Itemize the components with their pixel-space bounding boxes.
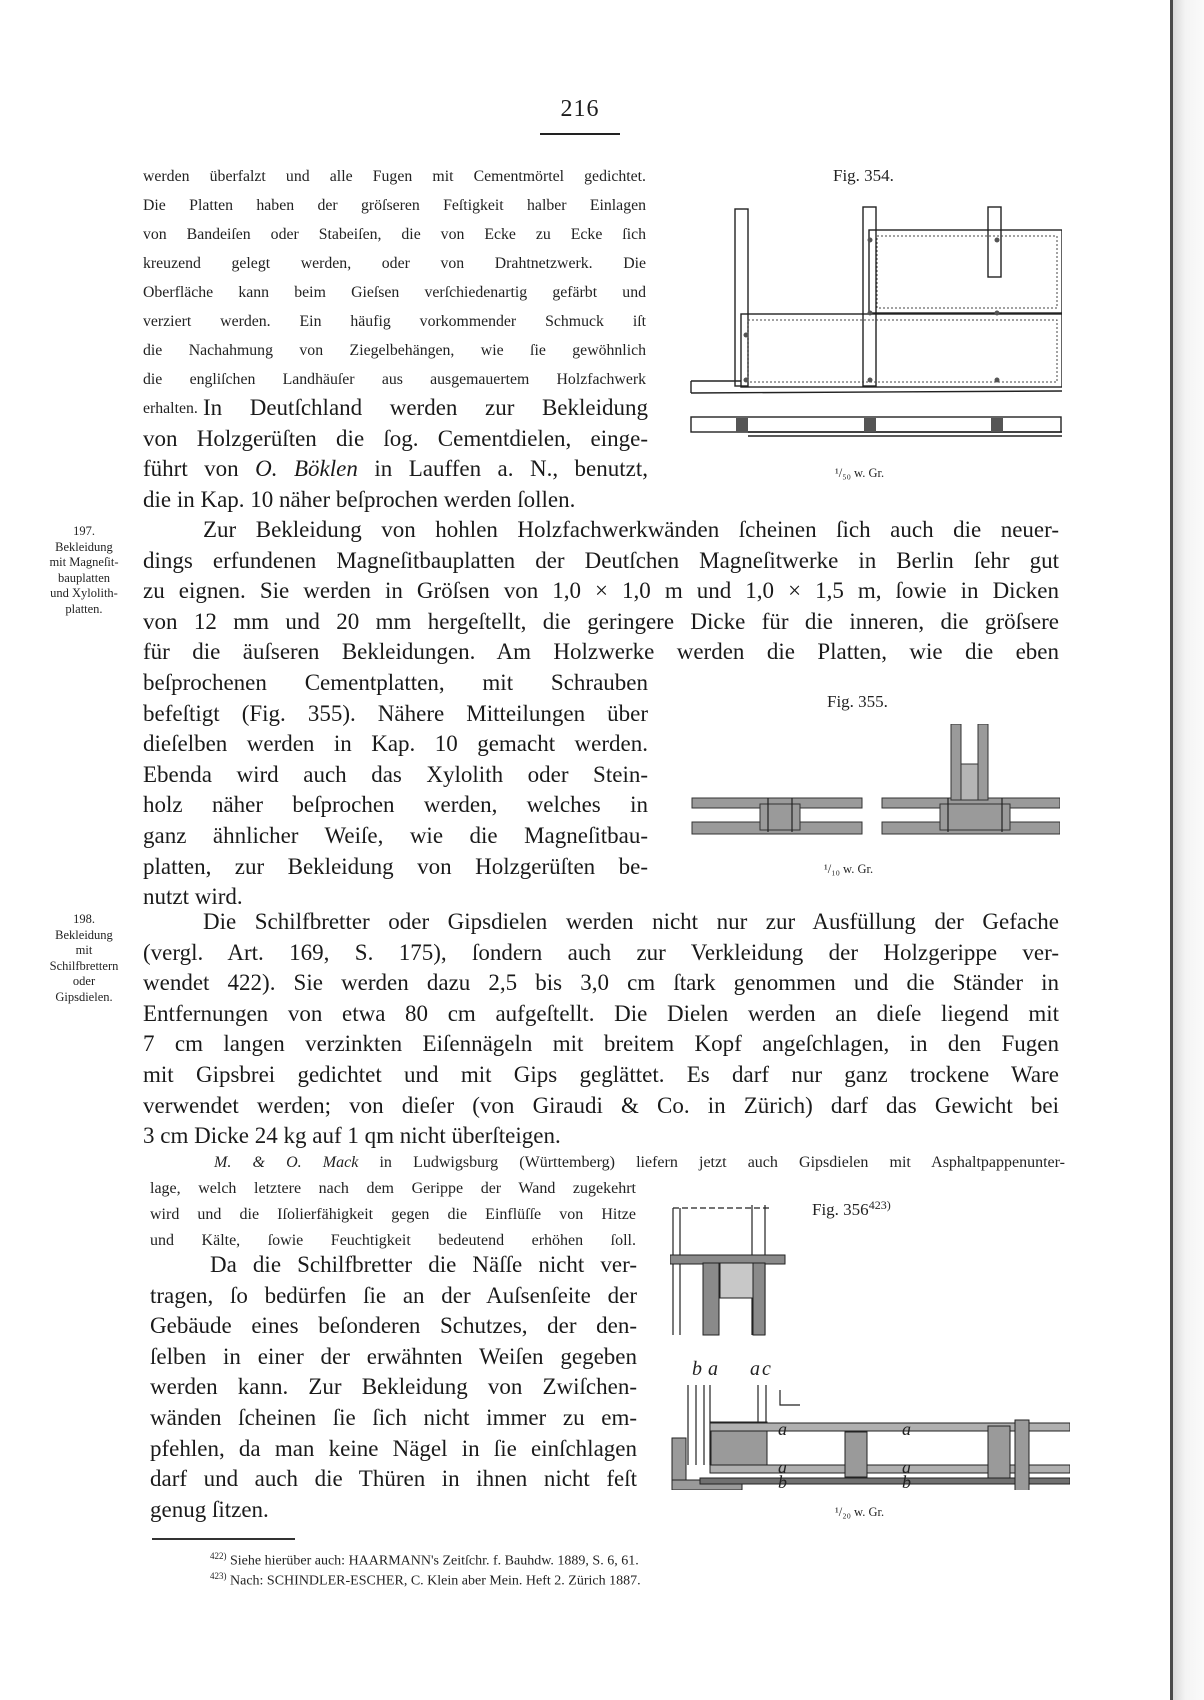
text-line: Ebenda wird auch das Xylolith oder Stein- — [143, 761, 648, 787]
text-line: wendet 422). Sie werden dazu 2,5 bis 3,0 cm ſtark genommen und die Ständer in — [143, 970, 1059, 996]
margin-title-line: oder — [72, 974, 96, 988]
text-line: ſelben in einer der erwähnten Weiſen gegeben — [150, 1343, 637, 1369]
footnote-mark: 423) — [210, 1571, 227, 1581]
margin-note-197 — [28, 524, 140, 617]
figure-355-label: Fig. 355. — [827, 692, 888, 711]
company-name: M. & O. Mack — [214, 1154, 359, 1171]
text-line: erhalten. — [143, 400, 198, 417]
top-continuation-block — [143, 162, 646, 423]
text-line: Gebäude eines beſonderen Schutzes, der den- — [150, 1313, 637, 1339]
figure-356-drawing — [670, 1200, 1070, 1490]
text-line: die Nachahmung von Ziegelbehängen, wie ſie gewöhnlich — [143, 342, 646, 359]
note-mack-block — [150, 1176, 636, 1254]
text-line: von 12 mm und 20 mm hergeſtellt, die geringere Dicke für die inneren, die gröſsere — [143, 608, 1059, 634]
text-line: Da die Schilfbretter die Näſſe nicht ver- — [210, 1252, 637, 1277]
note-mack-first-line: M. & O. Mack in Ludwigsburg (Württemberg) liefern jetzt auch Gipsdielen mit Asphaltpappenunter- — [214, 1154, 1065, 1171]
svg-text:a: a — [902, 1457, 911, 1477]
text-line: wird und die Iſolierfähigkeit gegen die Einflüſſe von Hitze — [150, 1206, 636, 1223]
margin-title-line: Schilfbrettern — [49, 958, 119, 973]
text-line: von Bandeiſen oder Stabeiſen, die von Ecke zu Ecke ſich — [143, 226, 646, 243]
margin-title-line: mit — [75, 943, 93, 957]
text-line: die in Kap. 10 näher beſprochen werden ſollen. — [143, 486, 576, 512]
figure-354-drawing — [688, 200, 1062, 446]
text-line: werden überfalzt und alle Fugen mit Cementmörtel gedichtet. — [143, 168, 646, 185]
text-line: nutzt wird. — [143, 884, 243, 910]
author-name: O. Böklen — [255, 456, 358, 482]
paragraph-cementdielen — [143, 393, 648, 515]
text-line: verziert werden. Ein häufig vorkommender Schmuck iſt — [143, 313, 646, 330]
text-line: und Kälte, ſowie Feuchtigkeit bedeutend erhöhen ſoll. — [150, 1232, 636, 1249]
text-line: tragen, ſo bedürfen ſie an der Auſsenſeite der — [150, 1282, 637, 1308]
text-line: genug ſitzen. — [150, 1496, 269, 1522]
text-line: für die äuſseren Bekleidungen. Am Holzwerke werden die Platten, wie die eben — [143, 639, 1059, 665]
text-line: befeſtigt (Fig. 355). Nähere Mitteilungen über — [143, 700, 648, 726]
figure-356-scale: ¹/₂₀ w. Gr. — [835, 1505, 885, 1519]
figure-354-label: Fig. 354. — [833, 166, 894, 185]
svg-text:a: a — [902, 1419, 911, 1439]
figure-355-drawing — [690, 724, 1060, 844]
text-line: 3 cm Dicke 24 kg auf 1 qm nicht überſteigen. — [143, 1123, 561, 1149]
text-line: Oberfläche kann beim Gieſsen verſchiedenartig gefärbt und — [143, 284, 646, 301]
text-line: 7 cm langen verzinkten Eiſennägeln mit breitem Kopf angeſchlagen, in den Fugen — [143, 1031, 1059, 1057]
section-198-paragraph — [143, 907, 1059, 1152]
margin-title-line: Gipsdielen. — [55, 989, 113, 1004]
page-edge-shadow — [1173, 0, 1204, 1700]
text-line: Zur Bekleidung von hohlen Holzfachwerkwänden ſcheinen ſich auch die neuer- — [203, 517, 1059, 542]
svg-text:a: a — [708, 1358, 718, 1380]
text-line: beſprochenen Cementplatten, mit Schrauben — [143, 670, 648, 695]
text-line: platten, zur Bekleidung von Holzgerüſten be- — [143, 853, 648, 879]
svg-text:b: b — [902, 1472, 911, 1490]
text-line: dings erfundenen Magneſitbauplatten der Deutſchen Magneſitwerke in Berlin ſehr gut — [143, 547, 1059, 573]
text-line: Die Schilfbretter oder Gipsdielen werden nicht nur zur Ausfüllung der Gefache — [203, 909, 1059, 934]
margin-title-line: und Xylolith- — [50, 586, 118, 600]
margin-title-line: mit Magneſit- — [49, 555, 119, 569]
text-line: werden kann. Zur Bekleidung von Zwiſchen- — [150, 1374, 637, 1400]
section-197-narrow — [143, 668, 648, 913]
figure-354-scale: ¹/₅₀ w. Gr. — [835, 466, 885, 480]
margin-note-198 — [28, 912, 140, 1005]
text-line: Entfernungen von etwa 80 cm aufgeſtellt. Die Dielen werden an dieſe liegend mit — [143, 1000, 1059, 1026]
text-line: mit Gipsbrei gedichtet und mit Gips geglättet. Es darf nur ganz trockene Ware — [143, 1061, 1059, 1087]
text-line: darf und auch die Thüren in ihnen nicht feſt — [150, 1466, 637, 1492]
text-line: dieſelben werden in Kap. 10 gemacht werden. — [143, 731, 648, 757]
text-line: die engliſchen Landhäuſer aus ausgemauertem Holzfachwerk — [143, 371, 646, 388]
text-line: wänden ſcheinen ſie ſich nicht immer zu em- — [150, 1404, 637, 1430]
section-198-narrow — [150, 1250, 637, 1525]
margin-title-line: bauplatten — [57, 570, 111, 585]
text-line: zu eignen. Sie werden in Gröſsen von 1,0 × 1,0 m und 1,0 × 1,5 m, ſowie in Dicken — [143, 578, 1059, 604]
svg-text:b: b — [778, 1472, 787, 1490]
text-line: (vergl. Art. 169, S. 175), ſondern auch zur Verkleidung der Holzgerippe ver- — [143, 939, 1059, 965]
svg-text:a: a — [750, 1358, 760, 1380]
label-b: b — [692, 1358, 702, 1380]
svg-text:a: a — [778, 1457, 787, 1477]
page-number: 216 — [560, 96, 600, 122]
svg-text:c: c — [762, 1358, 771, 1380]
section-197-paragraph — [143, 515, 1059, 668]
margin-title-line: platten. — [65, 601, 103, 616]
text-line: ganz ähnlicher Weiſe, wie die Magneſitbau- — [143, 822, 648, 848]
text-line: kreuzend gelegt werden, oder von Drahtnetzwerk. Die — [143, 255, 646, 272]
svg-text:a: a — [778, 1419, 787, 1439]
text-line: pfehlen, da man keine Nägel in ſie einſchlagen — [150, 1435, 637, 1461]
footnote-rule — [152, 1538, 295, 1540]
figure-356-label: Fig. 356$^{423)}$ — [812, 1198, 891, 1219]
section-number: 197. — [73, 524, 95, 538]
text-line: von Holzgerüſten die ſog. Cementdielen, einge- — [143, 425, 648, 451]
text-line: lage, welch letztere nach dem Gerippe der Wand zugekehrt — [150, 1180, 636, 1197]
text-line: In Deutſchland werden zur Bekleidung — [203, 395, 648, 420]
figure-355-scale: ¹/₁₀ w. Gr. — [824, 862, 874, 876]
text-line: führt von O. Böklen in Lauffen a. N., benutzt, — [143, 456, 648, 482]
section-number: 198. — [73, 912, 95, 926]
margin-title-line: Bekleidung — [55, 539, 113, 554]
page-edge-line — [1170, 0, 1173, 1700]
footnote-423: $^{423)}$ Nach: SCHINDLER-ESCHER, C. Klein aber Mein. Heft 2. Zürich 1887. — [210, 1571, 641, 1589]
margin-title-line: Bekleidung — [55, 927, 113, 942]
footnote-mark: 422) — [210, 1551, 227, 1561]
text-line: holz näher beſprochen werden, welches in — [143, 792, 648, 818]
footnote-422: $^{422)}$ Siehe hierüber auch: HAARMANN's Zeitſchr. f. Bauhdw. 1889, S. 6, 61. — [210, 1551, 639, 1569]
page-number-rule — [540, 133, 620, 135]
text-line: Die Platten haben der gröſseren Feſtigkeit halber Einlagen — [143, 197, 646, 214]
text-line: verwendet werden; von dieſer (von Giraudi & Co. in Zürich) darf das Gewicht bei — [143, 1092, 1059, 1118]
